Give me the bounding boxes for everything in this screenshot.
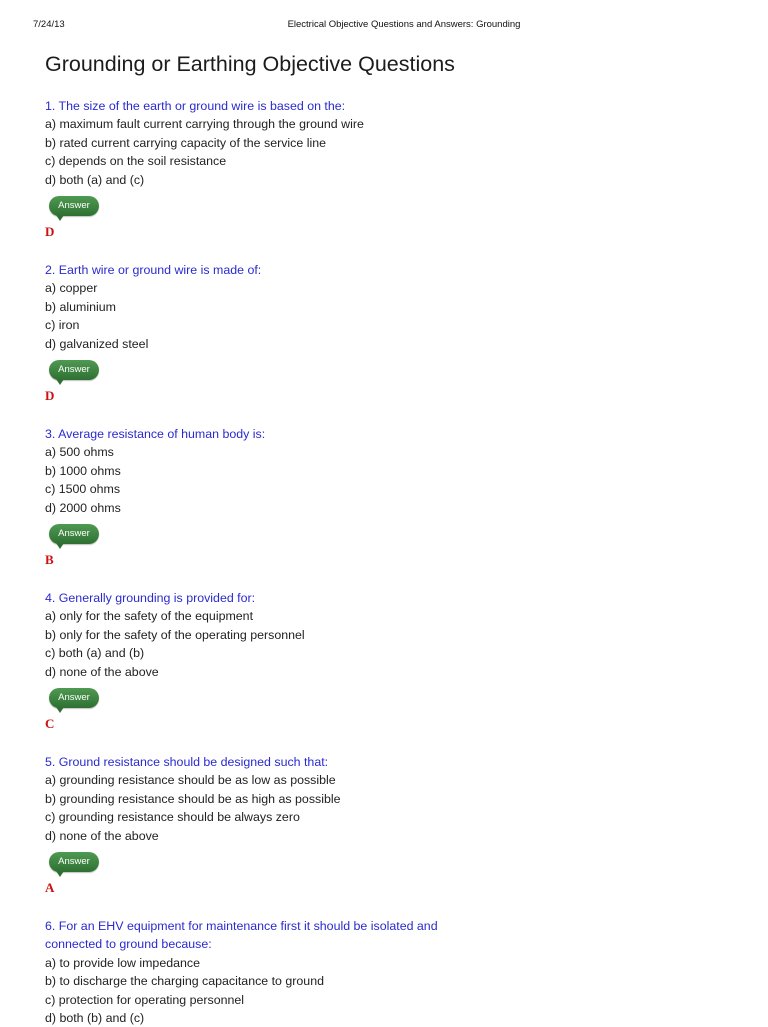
print-date: 7/24/13 bbox=[33, 19, 65, 30]
question-text: 5. Ground resistance should be designed such that: bbox=[45, 755, 329, 769]
option-d: d) none of the above bbox=[45, 828, 159, 843]
question-1 bbox=[45, 97, 745, 261]
option-b: b) grounding resistance should be as high as possible bbox=[45, 791, 341, 806]
option-a: a) to provide low impedance bbox=[45, 955, 200, 970]
option-a: a) 500 ohms bbox=[45, 445, 114, 460]
option-d: d) galvanized steel bbox=[45, 336, 149, 351]
option-b: b) aluminium bbox=[45, 299, 116, 314]
question-text: 6. For an EHV equipment for maintenance first it should be isolated and connected to ground because: bbox=[45, 919, 438, 952]
answer-button[interactable]: Answer bbox=[49, 852, 99, 872]
option-b: b) rated current carrying capacity of the service line bbox=[45, 135, 326, 150]
question-list bbox=[45, 97, 745, 1027]
page-title: Grounding or Earthing Objective Questions bbox=[45, 52, 455, 76]
answer-button[interactable]: Answer bbox=[49, 688, 99, 708]
question-5 bbox=[45, 753, 745, 917]
option-d: d) none of the above bbox=[45, 664, 159, 679]
answer-letter: B bbox=[45, 552, 54, 568]
question-3 bbox=[45, 425, 745, 589]
answer-letter: A bbox=[45, 880, 55, 896]
question-text: 1. The size of the earth or ground wire is based on the: bbox=[45, 99, 346, 113]
print-page-title: Electrical Objective Questions and Answers: Grounding bbox=[287, 19, 521, 30]
question-text: 3. Average resistance of human body is: bbox=[45, 427, 266, 441]
option-b: b) to discharge the charging capacitance to ground bbox=[45, 974, 324, 989]
option-a: a) copper bbox=[45, 281, 98, 296]
answer-button[interactable]: Answer bbox=[49, 360, 99, 380]
question-text: 4. Generally grounding is provided for: bbox=[45, 591, 256, 605]
print-header bbox=[0, 19, 768, 33]
option-c: c) iron bbox=[45, 318, 80, 333]
question-6 bbox=[45, 917, 745, 1027]
answer-button[interactable]: Answer bbox=[49, 524, 99, 544]
question-2 bbox=[45, 261, 745, 425]
option-c: c) both (a) and (b) bbox=[45, 646, 145, 661]
answer-button[interactable]: Answer bbox=[49, 196, 99, 216]
option-d: d) both (a) and (c) bbox=[45, 172, 145, 187]
option-a: a) maximum fault current carrying through the ground wire bbox=[45, 117, 364, 132]
option-d: d) 2000 ohms bbox=[45, 500, 121, 515]
option-c: c) 1500 ohms bbox=[45, 482, 121, 497]
question-4 bbox=[45, 589, 745, 753]
option-d: d) both (b) and (c) bbox=[45, 1011, 145, 1026]
option-c: c) protection for operating personnel bbox=[45, 992, 245, 1007]
option-b: b) 1000 ohms bbox=[45, 463, 121, 478]
answer-letter: D bbox=[45, 224, 55, 240]
question-text: 2. Earth wire or ground wire is made of: bbox=[45, 263, 262, 277]
answer-letter: D bbox=[45, 388, 55, 404]
answer-letter: C bbox=[45, 716, 55, 732]
option-a: a) grounding resistance should be as low as possible bbox=[45, 773, 336, 788]
option-a: a) only for the safety of the equipment bbox=[45, 609, 254, 624]
option-b: b) only for the safety of the operating personnel bbox=[45, 627, 305, 642]
option-c: c) grounding resistance should be always zero bbox=[45, 810, 300, 825]
option-c: c) depends on the soil resistance bbox=[45, 154, 227, 169]
